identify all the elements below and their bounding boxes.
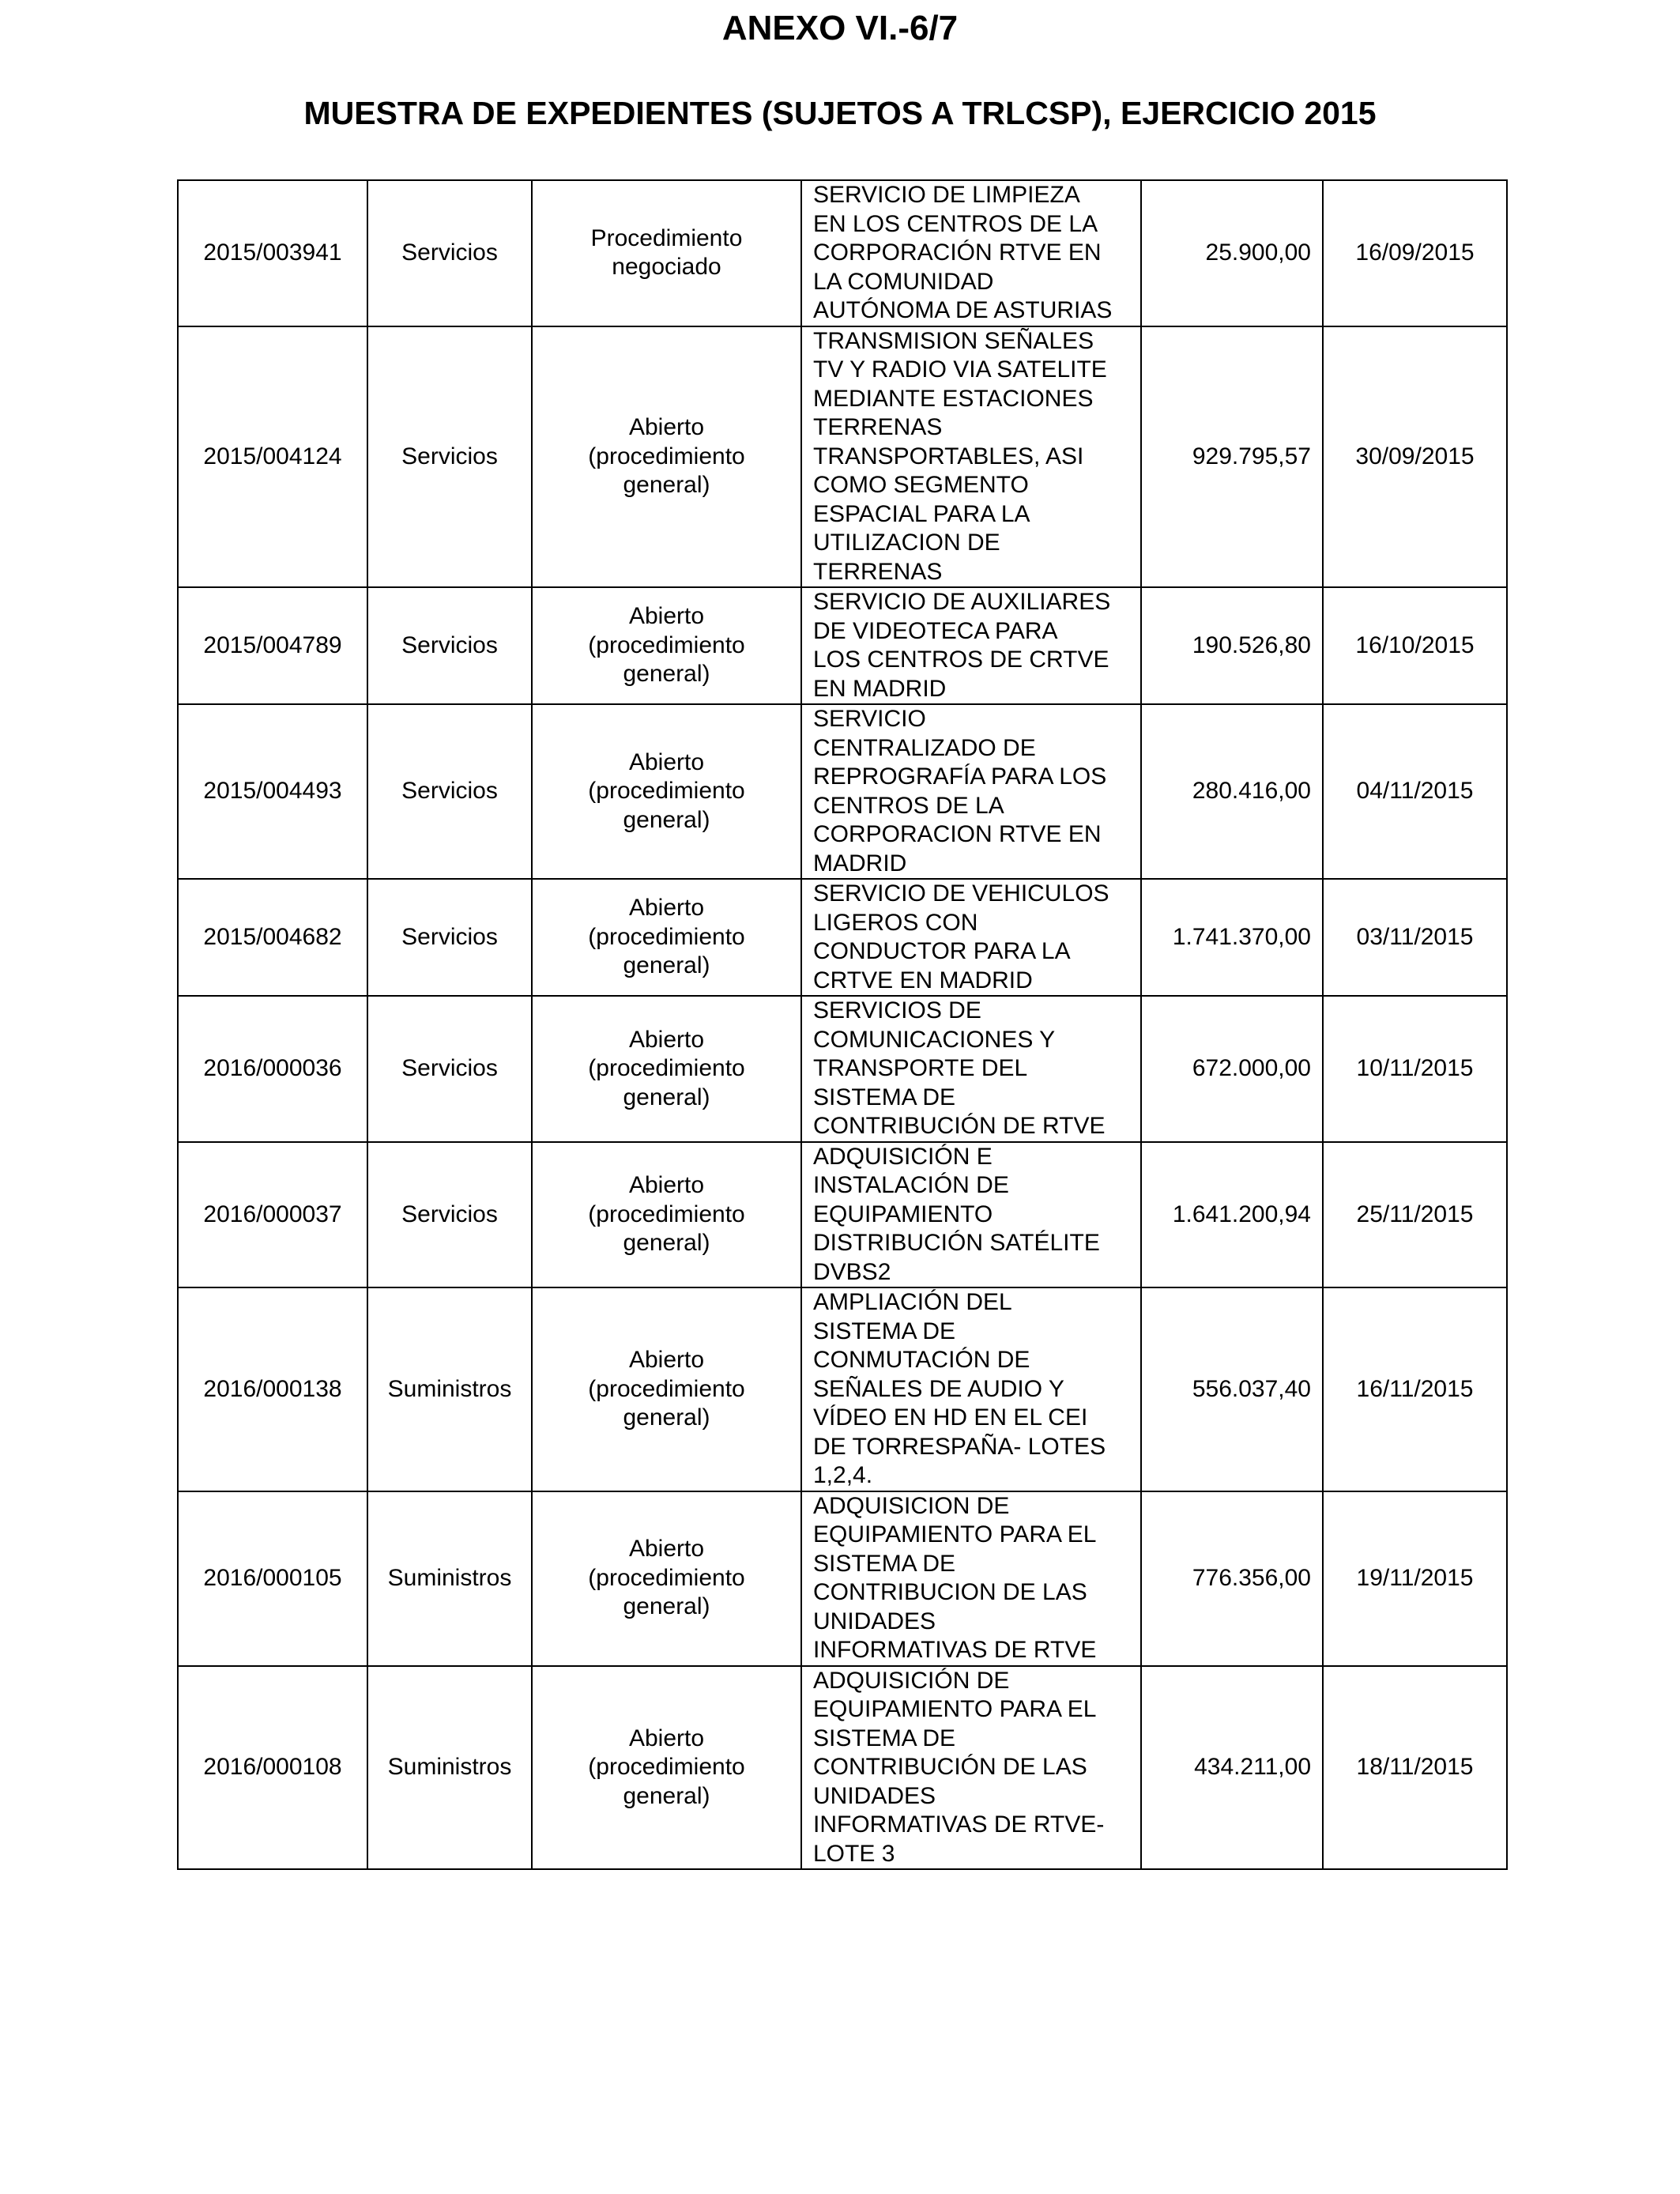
cell-expediente-text: 2015/004493 — [203, 778, 342, 805]
cell-procedimiento-text: Procedimiento negociado — [590, 224, 743, 281]
cell-importe-text: 776.356,00 — [1192, 1564, 1311, 1591]
cell-expediente — [178, 704, 367, 879]
table-row — [178, 1491, 1507, 1666]
cell-procedimiento-text: Abierto (procedimiento general) — [588, 895, 745, 979]
cell-procedimiento — [532, 1491, 801, 1666]
cell-importe-text: 280.416,00 — [1192, 778, 1311, 805]
cell-expediente — [178, 1491, 367, 1666]
cell-objeto — [801, 587, 1141, 704]
cell-objeto-text: TRANSMISION SEÑALES TV Y RADIO VIA SATELITE MEDIANTE ESTACIONES TERRENAS TRANSPORTABLES, ASI COMO SEGMENTO ESPACIAL PARA LA UTILIZACION DE TERRENAS — [813, 327, 1107, 585]
cell-tipo — [367, 326, 532, 588]
cell-procedimiento-text: Abierto (procedimiento general) — [588, 748, 745, 833]
table-row — [178, 879, 1507, 996]
cell-fecha-text: 03/11/2015 — [1356, 923, 1474, 950]
cell-fecha — [1323, 1491, 1507, 1666]
cell-tipo-text: Servicios — [401, 239, 498, 266]
cell-expediente — [178, 587, 367, 704]
cell-fecha — [1323, 1287, 1507, 1491]
cell-expediente — [178, 326, 367, 588]
cell-objeto — [801, 879, 1141, 996]
cell-importe — [1141, 996, 1323, 1142]
cell-expediente-text: 2015/004682 — [203, 923, 342, 950]
cell-importe-text: 929.795,57 — [1192, 443, 1311, 469]
cell-fecha — [1323, 704, 1507, 879]
cell-tipo-text: Suministros — [387, 1564, 512, 1591]
cell-tipo-text: Servicios — [401, 631, 498, 658]
cell-tipo — [367, 1491, 532, 1666]
table-row — [178, 996, 1507, 1142]
cell-tipo — [367, 1287, 532, 1491]
cell-fecha-text: 19/11/2015 — [1356, 1564, 1474, 1591]
cell-procedimiento — [532, 1287, 801, 1491]
cell-tipo — [367, 704, 532, 879]
cell-procedimiento — [532, 326, 801, 588]
cell-procedimiento — [532, 1666, 801, 1870]
cell-expediente-text: 2016/000138 — [203, 1375, 342, 1402]
cell-fecha-text: 30/09/2015 — [1355, 443, 1475, 469]
cell-objeto — [801, 704, 1141, 879]
cell-importe-text: 1.641.200,94 — [1172, 1201, 1311, 1227]
cell-objeto — [801, 1142, 1141, 1288]
cell-procedimiento — [532, 704, 801, 879]
cell-objeto — [801, 326, 1141, 588]
cell-importe — [1141, 180, 1323, 326]
cell-objeto-text: AMPLIACIÓN DEL SISTEMA DE CONMUTACIÓN DE SEÑALES DE AUDIO Y VÍDEO EN HD EN EL CEI DE TORRESPAÑA- LOTES 1,2,4. — [813, 1289, 1106, 1488]
cell-fecha-text: 18/11/2015 — [1356, 1754, 1474, 1780]
cell-importe-text: 434.211,00 — [1194, 1754, 1311, 1780]
cell-fecha — [1323, 1666, 1507, 1870]
table-row — [178, 1666, 1507, 1870]
cell-importe-text: 1.741.370,00 — [1172, 923, 1311, 950]
cell-expediente — [178, 1666, 367, 1870]
cell-tipo-text: Servicios — [401, 1055, 498, 1081]
table-row — [178, 180, 1507, 326]
cell-objeto — [801, 996, 1141, 1142]
cell-tipo-text: Suministros — [387, 1754, 512, 1780]
table-row — [178, 1287, 1507, 1491]
cell-procedimiento — [532, 180, 801, 326]
cell-fecha — [1323, 879, 1507, 996]
cell-tipo — [367, 879, 532, 996]
cell-fecha — [1323, 180, 1507, 326]
sample-table — [177, 179, 1508, 1870]
cell-importe — [1141, 704, 1323, 879]
cell-fecha-text: 25/11/2015 — [1356, 1201, 1474, 1227]
cell-tipo — [367, 1142, 532, 1288]
cell-fecha-text: 04/11/2015 — [1356, 778, 1474, 805]
cell-objeto-text: SERVICIOS DE COMUNICACIONES Y TRANSPORTE DEL SISTEMA DE CONTRIBUCIÓN DE RTVE — [813, 997, 1106, 1139]
cell-objeto-text: ADQUISICIÓN E INSTALACIÓN DE EQUIPAMIENTO DISTRIBUCIÓN SATÉLITE DVBS2 — [813, 1143, 1100, 1285]
table-row — [178, 1142, 1507, 1288]
cell-importe — [1141, 326, 1323, 588]
cell-fecha — [1323, 587, 1507, 704]
cell-procedimiento — [532, 587, 801, 704]
cell-fecha — [1323, 326, 1507, 588]
cell-tipo — [367, 1666, 532, 1870]
cell-procedimiento-text: Abierto (procedimiento general) — [588, 1347, 745, 1431]
table-row — [178, 587, 1507, 704]
cell-importe-text: 25.900,00 — [1205, 239, 1311, 266]
cell-importe — [1141, 587, 1323, 704]
cell-tipo — [367, 996, 532, 1142]
cell-expediente — [178, 1142, 367, 1288]
cell-expediente — [178, 879, 367, 996]
cell-importe — [1141, 1491, 1323, 1666]
cell-objeto — [801, 1287, 1141, 1491]
cell-fecha-text: 16/10/2015 — [1355, 631, 1475, 658]
cell-tipo-text: Servicios — [401, 1201, 498, 1227]
cell-objeto-text: SERVICIO DE VEHICULOS LIGEROS CON CONDUCTOR PARA LA CRTVE EN MADRID — [813, 880, 1109, 993]
cell-objeto-text: SERVICIO DE AUXILIARES DE VIDEOTECA PARA LOS CENTROS DE CRTVE EN MADRID — [813, 589, 1111, 702]
table-body — [178, 180, 1507, 1869]
cell-fecha-text: 16/11/2015 — [1356, 1375, 1474, 1402]
cell-tipo — [367, 180, 532, 326]
cell-expediente-text: 2015/004789 — [203, 631, 342, 658]
cell-tipo-text: Servicios — [401, 443, 498, 469]
cell-objeto-text: ADQUISICION DE EQUIPAMIENTO PARA EL SISTEMA DE CONTRIBUCION DE LAS UNIDADES INFORMATIVAS DE RTVE — [813, 1492, 1097, 1663]
cell-procedimiento-text: Abierto (procedimiento general) — [588, 603, 745, 688]
cell-expediente-text: 2015/004124 — [203, 443, 342, 469]
cell-expediente-text: 2016/000108 — [203, 1754, 342, 1780]
cell-procedimiento — [532, 996, 801, 1142]
cell-tipo-text: Servicios — [401, 923, 498, 950]
annex-title: ANEXO VI.-6/7 — [721, 9, 959, 47]
cell-expediente — [178, 996, 367, 1142]
page-title: MUESTRA DE EXPEDIENTES (SUJETOS A TRLCSP), EJERCICIO 2015 — [303, 95, 1377, 131]
cell-importe — [1141, 1666, 1323, 1870]
cell-procedimiento — [532, 879, 801, 996]
cell-objeto — [801, 180, 1141, 326]
cell-procedimiento — [532, 1142, 801, 1288]
cell-objeto-text: SERVICIO DE LIMPIEZA EN LOS CENTROS DE LA CORPORACIÓN RTVE EN LA COMUNIDAD AUTÓNOMA DE ASTURIAS — [813, 182, 1113, 323]
cell-importe-text: 672.000,00 — [1192, 1055, 1311, 1081]
cell-expediente-text: 2015/003941 — [203, 239, 342, 266]
cell-importe-text: 556.037,40 — [1192, 1375, 1311, 1402]
cell-fecha — [1323, 1142, 1507, 1288]
cell-procedimiento-text: Abierto (procedimiento general) — [588, 1026, 745, 1110]
cell-expediente — [178, 180, 367, 326]
table-row — [178, 704, 1507, 879]
cell-importe — [1141, 1142, 1323, 1288]
cell-tipo-text: Servicios — [401, 778, 498, 805]
cell-importe — [1141, 1287, 1323, 1491]
cell-objeto-text: ADQUISICIÓN DE EQUIPAMIENTO PARA EL SISTEMA DE CONTRIBUCIÓN DE LAS UNIDADES INFORMATIVAS DE RTVE- LOTE 3 — [813, 1667, 1105, 1867]
cell-expediente — [178, 1287, 367, 1491]
cell-procedimiento-text: Abierto (procedimiento general) — [588, 1536, 745, 1620]
cell-importe-text: 190.526,80 — [1192, 631, 1311, 658]
cell-expediente-text: 2016/000037 — [203, 1201, 342, 1227]
cell-fecha-text: 16/09/2015 — [1355, 239, 1475, 266]
cell-procedimiento-text: Abierto (procedimiento general) — [588, 1172, 745, 1256]
cell-expediente-text: 2016/000105 — [203, 1564, 342, 1591]
cell-fecha-text: 10/11/2015 — [1356, 1055, 1474, 1081]
cell-procedimiento-text: Abierto (procedimiento general) — [588, 414, 745, 498]
cell-tipo-text: Suministros — [387, 1375, 512, 1402]
cell-objeto — [801, 1491, 1141, 1666]
cell-importe — [1141, 879, 1323, 996]
cell-objeto-text: SERVICIO CENTRALIZADO DE REPROGRAFÍA PARA LOS CENTROS DE LA CORPORACION RTVE EN MADRID — [813, 706, 1107, 876]
table-row — [178, 326, 1507, 588]
cell-expediente-text: 2016/000036 — [203, 1055, 342, 1081]
cell-fecha — [1323, 996, 1507, 1142]
cell-objeto — [801, 1666, 1141, 1870]
cell-tipo — [367, 587, 532, 704]
cell-procedimiento-text: Abierto (procedimiento general) — [588, 1725, 745, 1809]
